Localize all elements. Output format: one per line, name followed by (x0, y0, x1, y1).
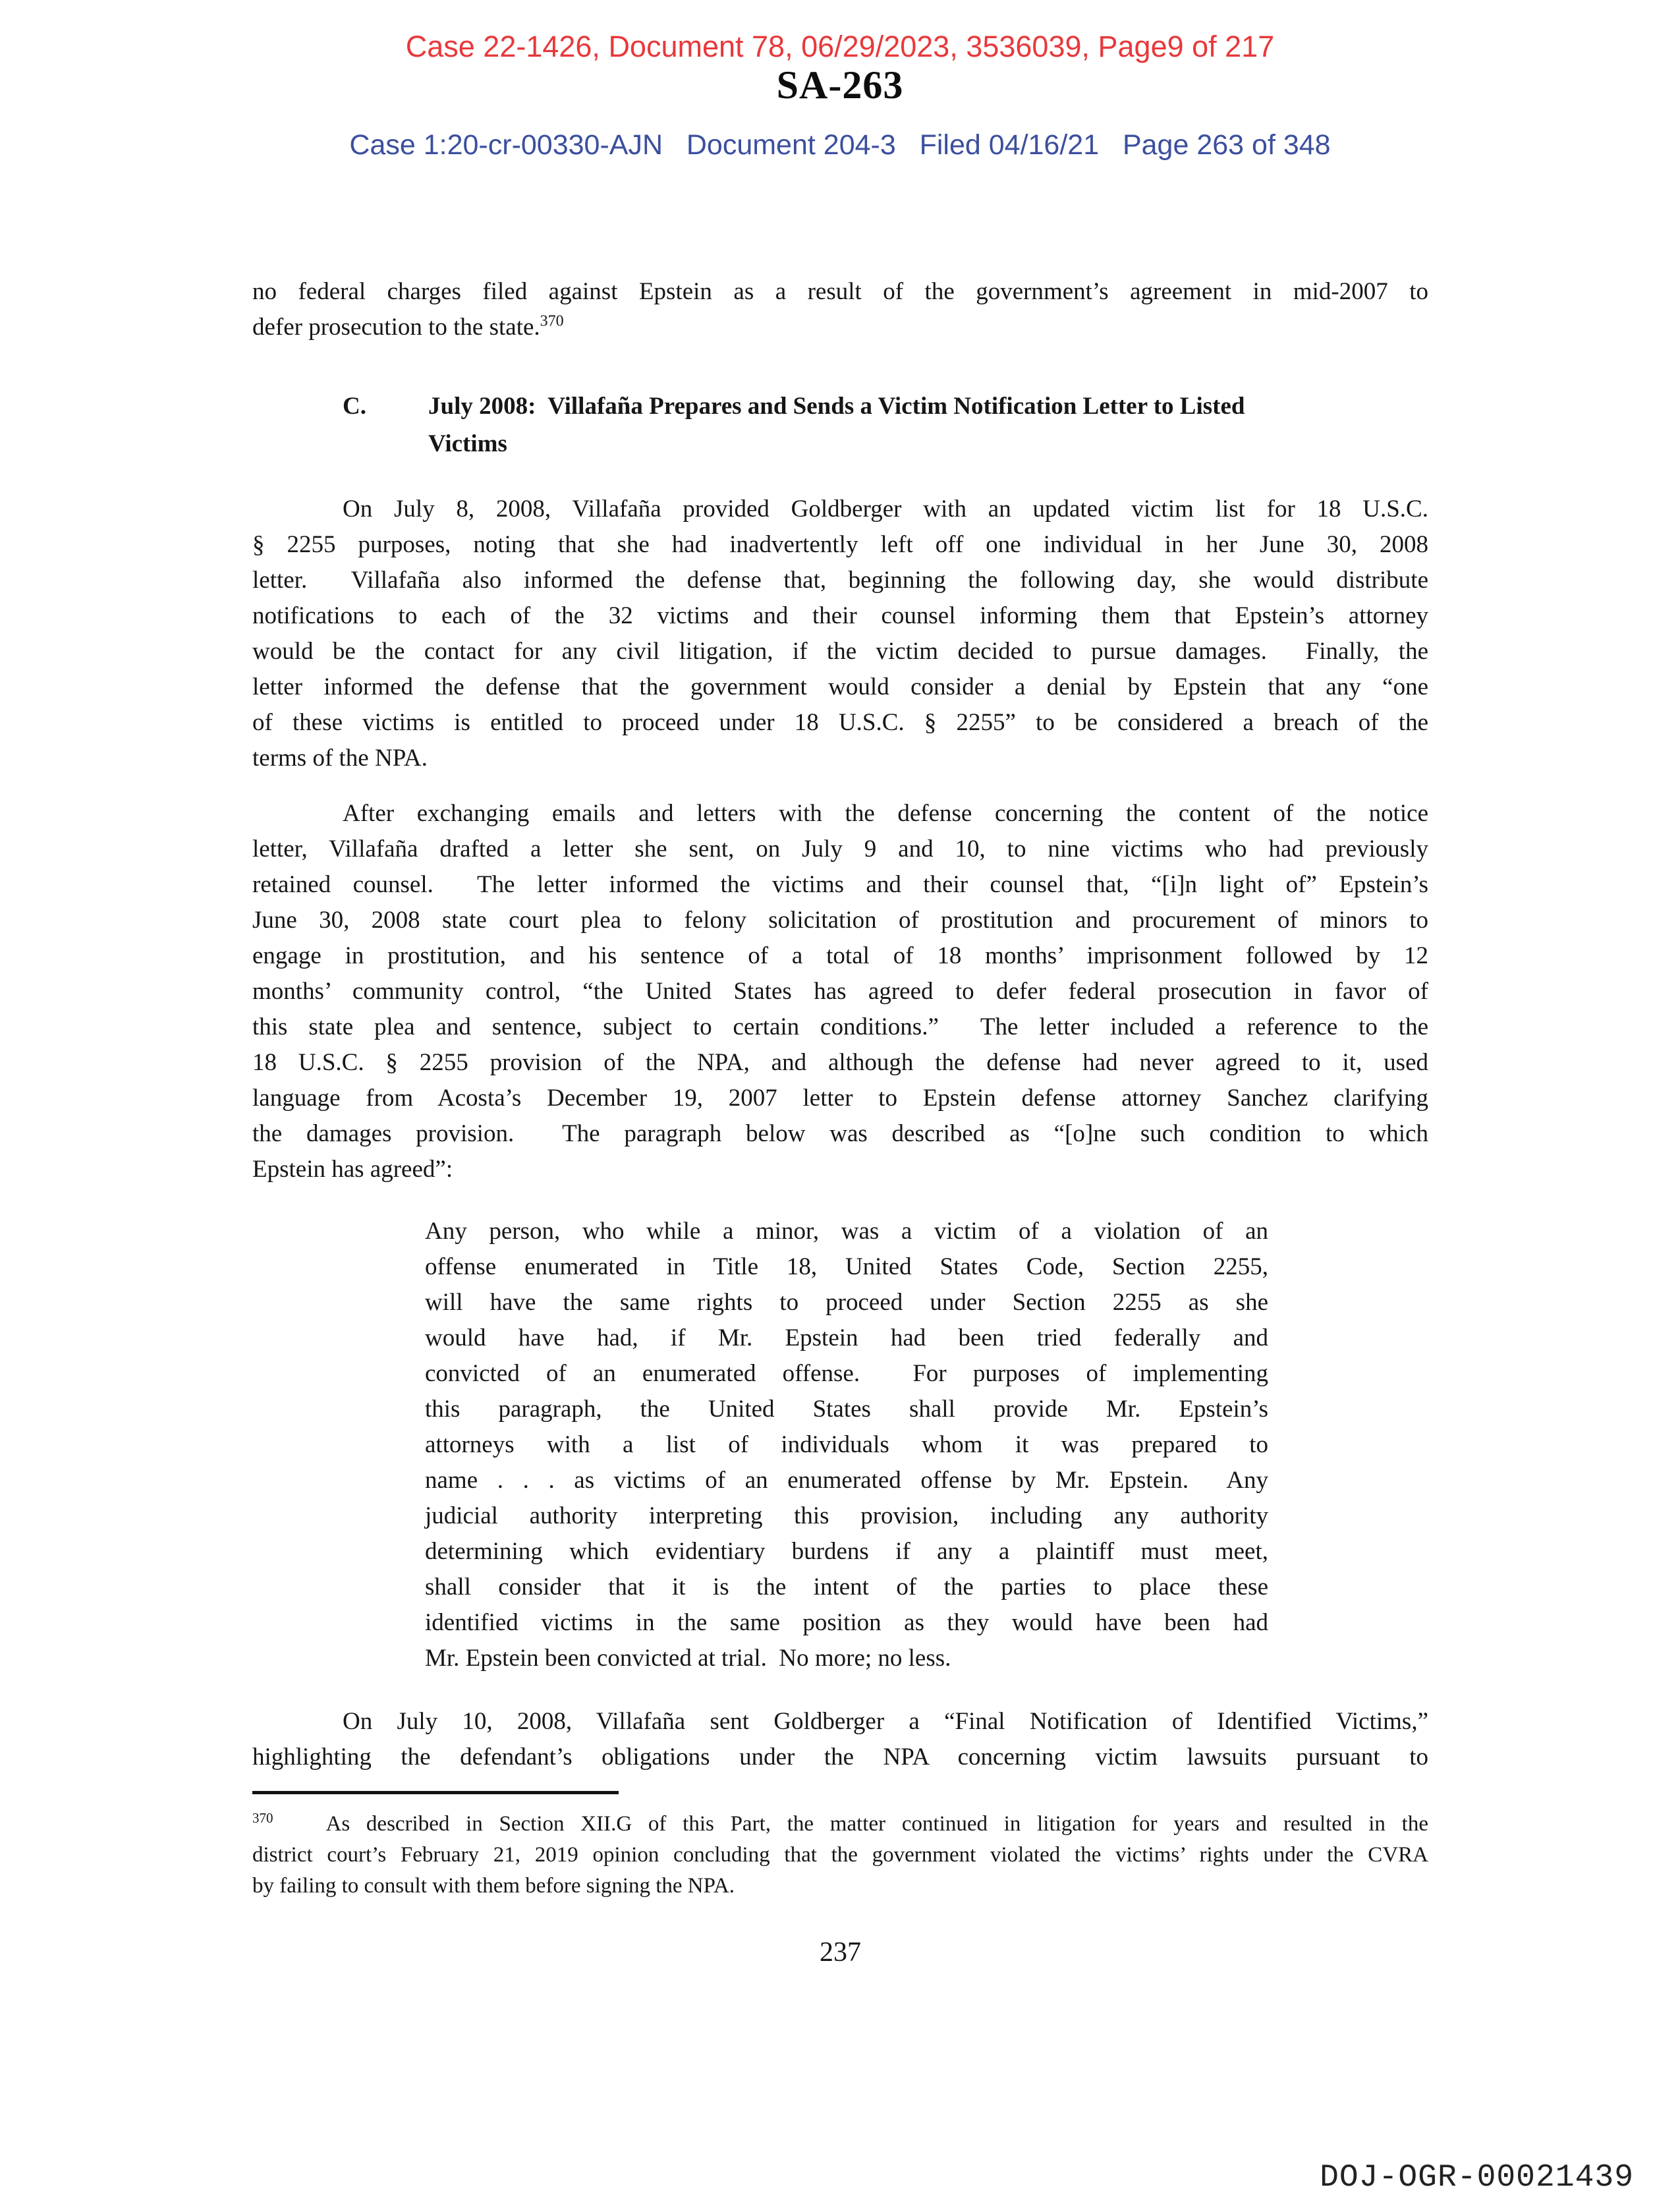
footnote-number: 370 (252, 1810, 273, 1826)
section-heading-line-1: July 2008: Villafaña Prepares and Sends a Victim Notification Letter to Listed (428, 393, 1245, 420)
text-line: 18 U.S.C. § 2255 provision of the NPA, and although the defense had never agreed to it, used (252, 1049, 1428, 1076)
quote-line: shall consider that it is the intent of the parties to place these (425, 1574, 1268, 1601)
footnote-text-line-1: As described in Section XII.G of this Part, the matter continued in litigation for years and resulted in the (325, 1812, 1428, 1836)
footnote-text-line-2: district court’s February 21, 2019 opinion concluding that the government violated the victims’ rights under the CVRA (252, 1843, 1428, 1867)
text-line: letter. Villafaña also informed the defense that, beginning the following day, she would distribute (252, 567, 1428, 594)
paragraph-after-exchanging (252, 796, 1428, 1187)
footnote-separator (252, 1791, 619, 1794)
quote-line: determining which evidentiary burdens if any a plaintiff must meet, (425, 1538, 1268, 1565)
text-line: this state plea and sentence, subject to certain conditions.” The letter included a reference to the (252, 1013, 1428, 1040)
section-heading-line-2: Victims (428, 430, 507, 457)
quote-line: convicted of an enumerated offense. For purposes of implementing (425, 1360, 1268, 1387)
section-heading-c (252, 387, 1428, 463)
text-line: highlighting the defendant’s obligations under the NPA concerning victim lawsuits pursuant to (252, 1744, 1428, 1771)
text-line (252, 274, 1428, 310)
quote-line: this paragraph, the United States shall provide Mr. Epstein’s (425, 1396, 1268, 1423)
district-court-stamp: Case 1:20-cr-00330-AJN Document 204-3 Filed 04/16/21 Page 263 of 348 (349, 129, 1331, 161)
paragraph-july-8-2008 (252, 492, 1428, 776)
document-body (252, 274, 1428, 1970)
page-number: 237 (820, 1937, 861, 1968)
footnote-line (252, 1809, 1428, 1840)
quote-line: Mr. Epstein been convicted at trial. No more; no less. (425, 1645, 951, 1672)
footnote-370 (252, 1791, 1428, 1902)
quote-line: would have had, if Mr. Epstein had been tried federally and (425, 1324, 1268, 1351)
bates-stamp: DOJ-OGR-00021439 (1320, 2160, 1634, 2196)
text-line: letter informed the defense that the government would consider a denial by Epstein that any “one (252, 673, 1428, 700)
text-line: Epstein has agreed”: (252, 1156, 453, 1183)
text-line: On July 8, 2008, Villafaña provided Goldberger with an updated victim list for 18 U.S.C. (343, 496, 1428, 523)
text-line: § 2255 purposes, noting that she had inadvertently left off one individual in her June 30, 2008 (252, 531, 1428, 558)
page-header (0, 0, 1680, 161)
text-line: letter, Villafaña drafted a letter she sent, on July 9 and 10, to nine victims who had previously (252, 836, 1428, 863)
text-line: notifications to each of the 32 victims and their counsel informing them that Epstein’s attorney (252, 602, 1428, 629)
npa-block-quote (425, 1214, 1268, 1676)
text-line: months’ community control, “the United States has agreed to defer federal prosecution in favor of (252, 978, 1428, 1005)
text-line: engage in prostitution, and his sentence of a total of 18 months’ imprisonment followed by 12 (252, 942, 1428, 969)
text-line (252, 310, 1428, 345)
appendix-page-label: SA-263 (776, 63, 904, 107)
text-line: the damages provision. The paragraph below was described as “[o]ne such condition to which (252, 1120, 1428, 1147)
quote-line: name . . . as victims of an enumerated offense by Mr. Epstein. Any (425, 1467, 1268, 1494)
quote-line: identified victims in the same position as they would have been had (425, 1609, 1268, 1636)
footnote-text-line-3: by failing to consult with them before signing the NPA. (252, 1874, 735, 1898)
quote-line: will have the same rights to proceed under Section 2255 as she (425, 1289, 1268, 1316)
text-line: June 30, 2008 state court plea to felony solicitation of prostitution and procurement of minors to (252, 907, 1428, 934)
paragraph-opening-line-2: defer prosecution to the state. (252, 314, 540, 341)
section-heading-text (428, 387, 1245, 463)
footnote-reference-370: 370 (540, 312, 564, 330)
paragraph-july-10-2008 (252, 1704, 1428, 1775)
paragraph-opening (252, 274, 1428, 345)
appellate-court-stamp: Case 22-1426, Document 78, 06/29/2023, 3536039, Page9 of 217 (405, 30, 1275, 63)
text-line: language from Acosta’s December 19, 2007 letter to Epstein defense attorney Sanchez clarifying (252, 1085, 1428, 1112)
text-line: retained counsel. The letter informed the victims and their counsel that, “[i]n light of” Epstein’s (252, 871, 1428, 898)
quote-line: attorneys with a list of individuals whom it was prepared to (425, 1431, 1268, 1458)
text-line: terms of the NPA. (252, 745, 428, 772)
quote-line: offense enumerated in Title 18, United States Code, Section 2255, (425, 1253, 1268, 1280)
quote-line: judicial authority interpreting this provision, including any authority (425, 1502, 1268, 1529)
text-line: After exchanging emails and letters with the defense concerning the content of the notice (343, 800, 1428, 827)
section-heading-label: C. (343, 393, 366, 420)
paragraph-opening-line-1: no federal charges filed against Epstein as a result of the government’s agreement in mid-2007 to (252, 278, 1428, 305)
text-line: On July 10, 2008, Villafaña sent Goldberger a “Final Notification of Identified Victims,” (343, 1708, 1428, 1735)
text-line: would be the contact for any civil litigation, if the victim decided to pursue damages. Finally, the (252, 638, 1428, 665)
text-line: of these victims is entitled to proceed under 18 U.S.C. § 2255” to be considered a breach of the (252, 709, 1428, 736)
quote-line: Any person, who while a minor, was a victim of a violation of an (425, 1218, 1268, 1245)
